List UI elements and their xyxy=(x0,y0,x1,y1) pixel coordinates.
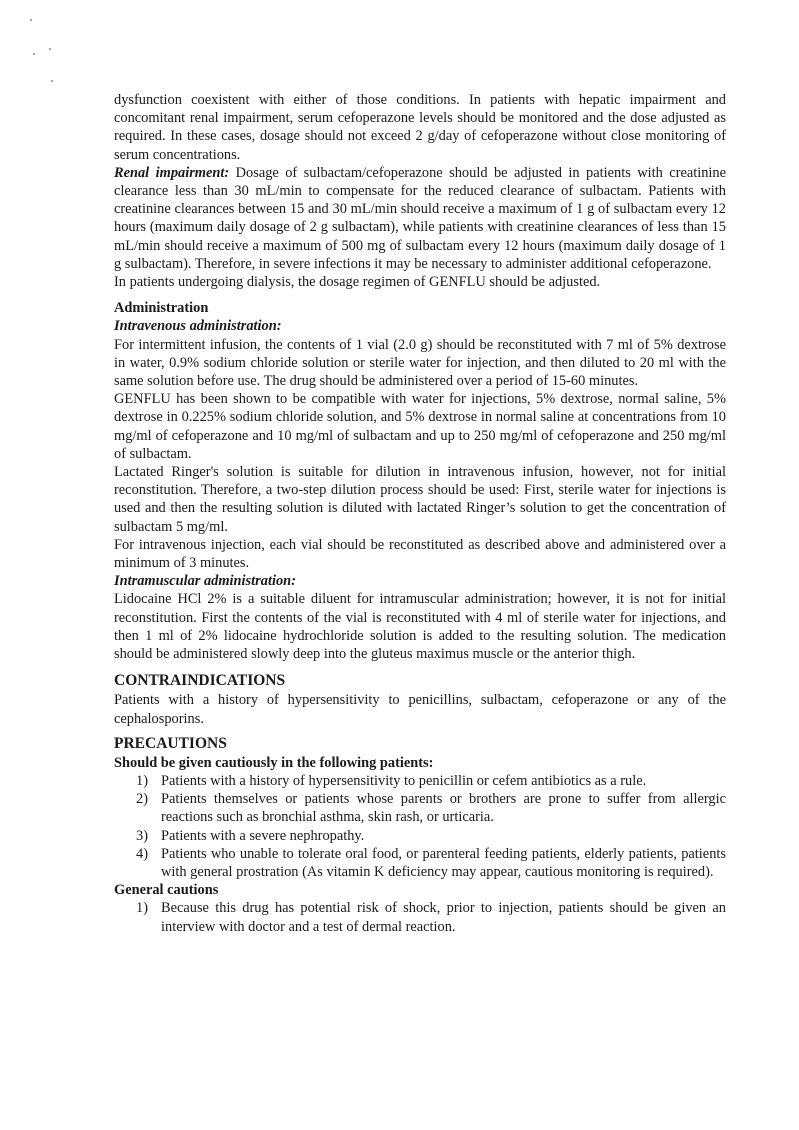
margin-stamp-mark xyxy=(783,90,791,240)
list-item xyxy=(114,827,726,845)
iv-paragraph: For intravenous injection, each vial should be reconstituted as described above and administered over a minimum of 3 minutes. xyxy=(114,536,726,572)
scan-speck xyxy=(49,48,51,50)
contraindications-heading: CONTRAINDICATIONS xyxy=(114,672,286,690)
list-item xyxy=(114,790,726,826)
iv-paragraph: For intermittent infusion, the contents of 1 vial (2.0 g) should be reconstituted with 7 ml of 5% dextrose in water, 0.9% sodium chloride solution or sterile water for injection, and then diluted to 20 ml with the same solution before use. The drug should be administered over a period of 15-60 minutes. xyxy=(114,336,726,390)
iv-administration-heading: Intravenous administration: xyxy=(114,318,282,335)
list-item-text: Because this drug has potential risk of shock, prior to injection, patients should be given an interview with doctor and a test of dermal reaction. xyxy=(161,900,726,935)
list-item-text: Patients with a severe nephropathy. xyxy=(161,827,365,844)
list-item xyxy=(114,772,726,790)
renal-impairment-paragraph xyxy=(114,164,726,273)
list-item-number: 1) xyxy=(136,772,148,789)
cautious-patients-list xyxy=(114,772,726,881)
im-paragraph: Lidocaine HCl 2% is a suitable diluent for intramuscular administration; however, it is not for initial reconstitution. First the contents of the vial is reconstituted with 4 ml of sterile water for injections, and then 1 ml of 2% lidocaine hydrochloride solution is added to the resulting solution. The medication should be administered slowly deep into the gluteus maximus muscle or the anterior thigh. xyxy=(114,591,726,663)
renal-continuation-paragraph: dysfunction coexistent with either of those conditions. In patients with hepatic impairment and concomitant renal impairment, serum cefoperazone levels should be monitored and the dose adjusted as required. In these cases, dosage should not exceed 2 g/day of cefoperazone without close monitoring of serum concentrations. xyxy=(114,92,726,163)
list-item-text: Patients themselves or patients whose parents or brothers are prone to suffer from allergic reactions such as bronchial asthma, skin rash, or urticaria. xyxy=(161,791,726,826)
precautions-heading: PRECAUTIONS xyxy=(114,734,227,752)
list-item xyxy=(114,845,726,881)
im-administration-heading: Intramuscular administration: xyxy=(114,573,296,590)
list-item-number: 4) xyxy=(136,845,148,862)
scan-speck xyxy=(33,53,35,55)
administration-heading: Administration xyxy=(114,300,209,317)
list-item-text: Patients who unable to tolerate oral food, or parenteral feeding patients, elderly patients, patients with general prostration (As vitamin K deficiency may appear, cautious monitoring is required). xyxy=(161,845,726,880)
list-item-number: 2) xyxy=(136,791,148,808)
list-item-number: 3) xyxy=(136,827,148,844)
iv-paragraph: GENFLU has been shown to be compatible with water for injections, 5% dextrose, normal saline, 5% dextrose in 0.225% sodium chloride solution, and 5% dextrose in normal saline at concentrations from 10 mg/ml of cefoperazone and 10 mg/ml of sulbactam and up to 250 mg/ml of cefoperazone and 250 mg/ml of sulbactam. xyxy=(114,391,726,462)
list-item-text: Patients with a history of hypersensitivity to penicillin or cefem antibiotics as a rule. xyxy=(161,772,647,789)
document-page xyxy=(114,91,726,936)
scan-speck xyxy=(30,19,32,21)
scan-speck xyxy=(51,80,53,82)
list-item xyxy=(114,899,726,935)
list-item-number: 1) xyxy=(136,900,148,917)
cautious-patients-heading: Should be given cautiously in the following patients: xyxy=(114,754,434,771)
renal-impairment-text: Dosage of sulbactam/cefoperazone should be adjusted in patients with creatinine clearance less than 30 mL/min to compensate for the reduced clearance of sulbactam. Patients with creatinine clearances between 15 and 30 mL/min should receive a maximum of 1 g of sulbactam every 12 hours (maximum daily dosage of 2 g sulbactam), while patients with creatinine clearances of less than 15 mL/min should receive a maximum of 500 mg of sulbactam every 12 hours (maximum daily dosage of 1 g sulbactam). Therefore, in severe infections it may be necessary to administer additional cefoperazone. xyxy=(114,164,726,272)
iv-paragraph: Lactated Ringer's solution is suitable for dilution in intravenous infusion, however, not for initial reconstitution. Therefore, a two-step dilution process should be used: First, sterile water for injections is used and then the resulting solution is diluted with lactated Ringer’s solution to get the concentration of sulbactam 5 mg/ml. xyxy=(114,464,726,535)
contraindications-paragraph: Patients with a history of hypersensitivity to penicillins, sulbactam, cefoperazone or any of the cephalosporins. xyxy=(114,692,726,727)
renal-impairment-label: Renal impairment: xyxy=(114,164,230,181)
general-cautions-list xyxy=(114,899,726,935)
dialysis-paragraph: In patients undergoing dialysis, the dosage regimen of GENFLU should be adjusted. xyxy=(114,274,601,291)
general-cautions-heading: General cautions xyxy=(114,882,219,899)
